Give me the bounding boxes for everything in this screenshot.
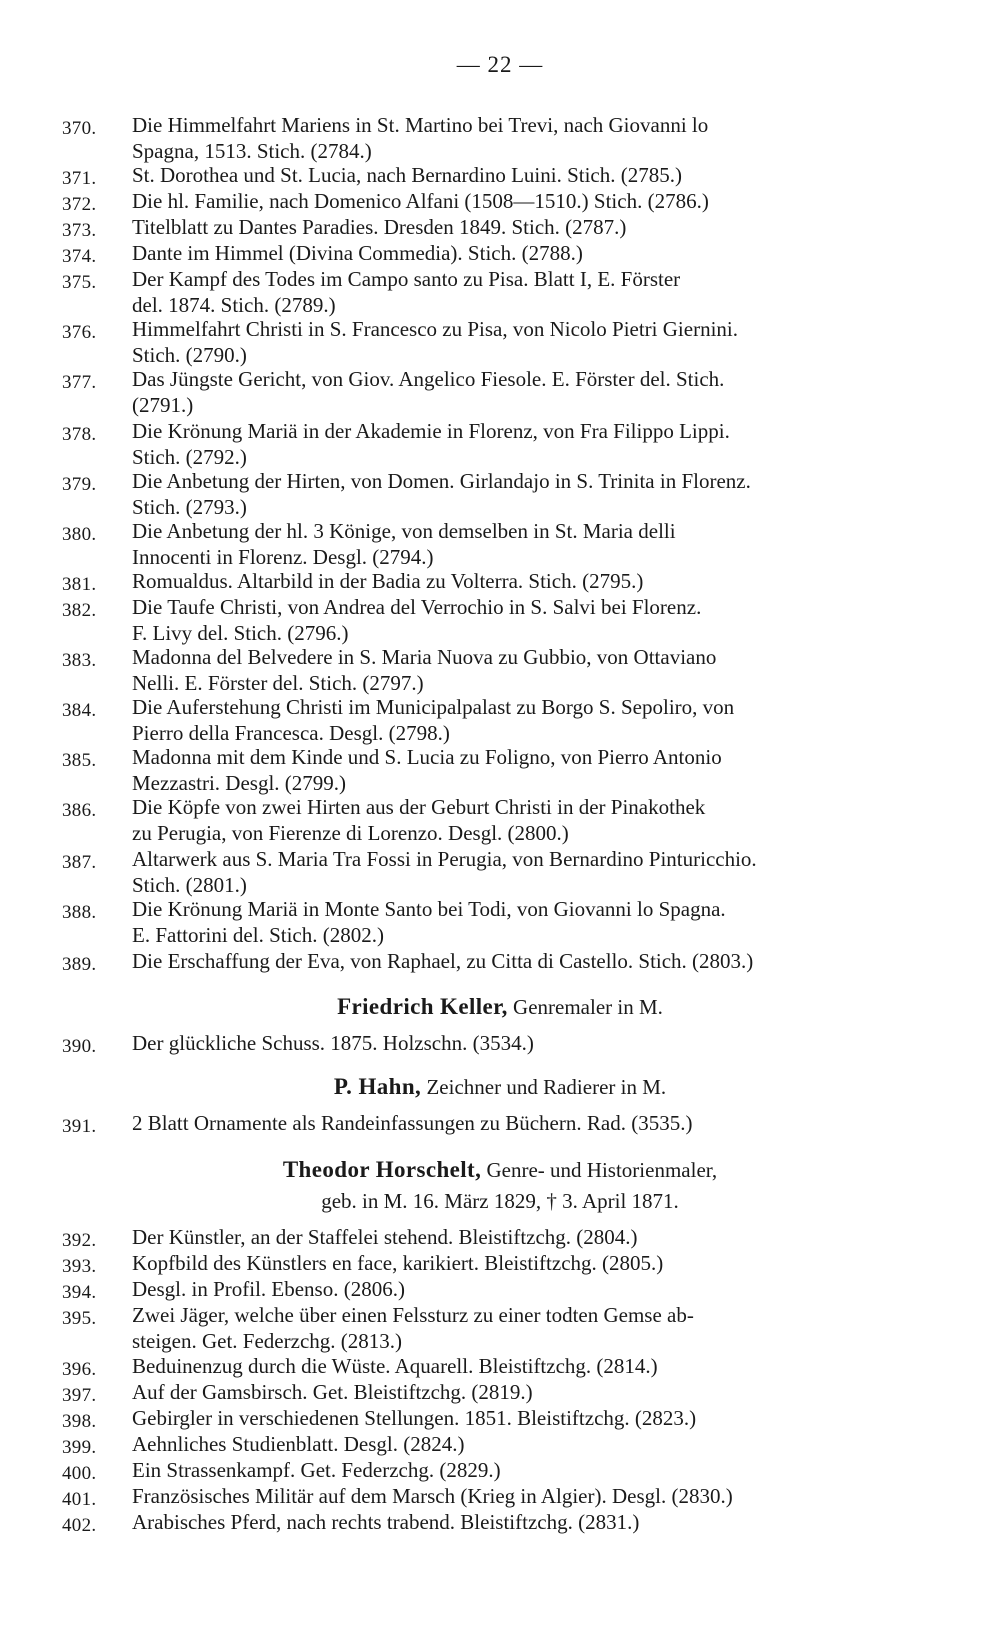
entry-number: 379. bbox=[62, 474, 97, 495]
entry-number: 372. bbox=[62, 194, 97, 215]
entry-number: 391. bbox=[62, 1116, 97, 1137]
entry-number: 402. bbox=[62, 1515, 97, 1536]
entry-number: 374. bbox=[62, 246, 97, 267]
artist-name: Friedrich Keller, bbox=[337, 994, 508, 1019]
entry-line: Die Himmelfahrt Mariens in St. Martino bei Trevi, nach Giovanni lo bbox=[132, 113, 709, 137]
entry-number: 387. bbox=[62, 852, 97, 873]
entry-number: 394. bbox=[62, 1282, 97, 1303]
entry-line-2: Stich. (2790.) bbox=[132, 343, 247, 367]
entry-line-2: Nelli. E. Förster del. Stich. (2797.) bbox=[132, 671, 424, 695]
entry-line: Zwei Jäger, welche über einen Felssturz zu einer todten Gemse ab- bbox=[132, 1303, 694, 1327]
entry-number: 375. bbox=[62, 272, 97, 293]
entry-number: 389. bbox=[62, 954, 97, 975]
entry-line-2: (2791.) bbox=[132, 393, 194, 417]
entry-number: 396. bbox=[62, 1359, 97, 1380]
entry-line-2: Spagna, 1513. Stich. (2784.) bbox=[132, 139, 372, 163]
entry-line-2: F. Livy del. Stich. (2796.) bbox=[132, 621, 349, 645]
entry-line: Die Krönung Mariä in der Akademie in Florenz, von Fra Filippo Lippi. bbox=[132, 419, 730, 443]
entry-line-2: del. 1874. Stich. (2789.) bbox=[132, 293, 336, 317]
entry-number: 393. bbox=[62, 1256, 97, 1277]
entry-line: 2 Blatt Ornamente als Randeinfassungen zu Büchern. Rad. (3535.) bbox=[132, 1111, 693, 1135]
entry-number: 390. bbox=[62, 1036, 97, 1057]
entry-line-2: Stich. (2801.) bbox=[132, 873, 247, 897]
entry-line-2: Stich. (2793.) bbox=[132, 495, 247, 519]
entry-line: Die Anbetung der Hirten, von Domen. Girlandajo in S. Trinita in Florenz. bbox=[132, 469, 751, 493]
entry-line: Die Krönung Mariä in Monte Santo bei Todi, von Giovanni lo Spagna. bbox=[132, 897, 726, 921]
entry-number: 381. bbox=[62, 574, 97, 595]
artist-description: Genre- und Historienmaler, bbox=[486, 1158, 718, 1182]
entry-line: Ein Strassenkampf. Get. Federzchg. (2829.) bbox=[132, 1458, 501, 1482]
entry-number: 384. bbox=[62, 700, 97, 721]
entry-number: 376. bbox=[62, 322, 97, 343]
artist-dates: geb. in M. 16. März 1829, † 3. April 1871. bbox=[321, 1189, 679, 1213]
entry-line: Die Köpfe von zwei Hirten aus der Geburt Christi in der Pinakothek bbox=[132, 795, 706, 819]
entry-line-2: E. Fattorini del. Stich. (2802.) bbox=[132, 923, 384, 947]
entry-line: Titelblatt zu Dantes Paradies. Dresden 1849. Stich. (2787.) bbox=[132, 215, 627, 239]
entry-number: 398. bbox=[62, 1411, 97, 1432]
entry-line: Himmelfahrt Christi in S. Francesco zu Pisa, von Nicolo Pietri Giernini. bbox=[132, 317, 738, 341]
entry-number: 378. bbox=[62, 424, 97, 445]
entry-number: 371. bbox=[62, 168, 97, 189]
entry-number: 385. bbox=[62, 750, 97, 771]
entry-line-2: Mezzastri. Desgl. (2799.) bbox=[132, 771, 347, 795]
artist-heading-hahn bbox=[0, 1073, 1000, 1101]
entry-line: Die Anbetung der hl. 3 Könige, von demselben in St. Maria delli bbox=[132, 519, 676, 543]
entry-line: Kopfbild des Künstlers en face, karikiert. Bleistiftzchg. (2805.) bbox=[132, 1251, 664, 1275]
entry-line: Altarwerk aus S. Maria Tra Fossi in Perugia, von Bernardino Pinturicchio. bbox=[132, 847, 757, 871]
entry-line: Der Kampf des Todes im Campo santo zu Pisa. Blatt I, E. Förster bbox=[132, 267, 681, 291]
entry-line: St. Dorothea und St. Lucia, nach Bernardino Luini. Stich. (2785.) bbox=[132, 163, 682, 187]
entry-number: 400. bbox=[62, 1463, 97, 1484]
entry-line: Madonna del Belvedere in S. Maria Nuova zu Gubbio, von Ottaviano bbox=[132, 645, 717, 669]
entry-number: 388. bbox=[62, 902, 97, 923]
entry-number: 380. bbox=[62, 524, 97, 545]
entry-number: 382. bbox=[62, 600, 97, 621]
entry-line: Romualdus. Altarbild in der Badia zu Volterra. Stich. (2795.) bbox=[132, 569, 644, 593]
artist-name: P. Hahn, bbox=[333, 1074, 422, 1099]
entry-number: 373. bbox=[62, 220, 97, 241]
entry-number: 392. bbox=[62, 1230, 97, 1251]
entry-line-2: zu Perugia, von Fierenze di Lorenzo. Desgl. (2800.) bbox=[132, 821, 569, 845]
entry-number: 383. bbox=[62, 650, 97, 671]
entry-line: Das Jüngste Gericht, von Giov. Angelico Fiesole. E. Förster del. Stich. bbox=[132, 367, 725, 391]
entry-number: 386. bbox=[62, 800, 97, 821]
entry-number: 370. bbox=[62, 118, 97, 139]
artist-description: Zeichner und Radierer in M. bbox=[426, 1075, 667, 1099]
entry-line: Desgl. in Profil. Ebenso. (2806.) bbox=[132, 1277, 405, 1301]
entry-line-2: Stich. (2792.) bbox=[132, 445, 247, 469]
page-number: — 22 — bbox=[456, 52, 544, 77]
entry-line: Die Auferstehung Christi im Municipalpalast zu Borgo S. Sepoliro, von bbox=[132, 695, 735, 719]
entry-line: Aehnliches Studienblatt. Desgl. (2824.) bbox=[132, 1432, 465, 1456]
artist-heading-horschelt bbox=[0, 1156, 1000, 1184]
entry-line-2: Innocenti in Florenz. Desgl. (2794.) bbox=[132, 545, 434, 569]
entry-line: Die hl. Familie, nach Domenico Alfani (1508—1510.) Stich. (2786.) bbox=[132, 189, 709, 213]
entry-line-2: Pierro della Francesca. Desgl. (2798.) bbox=[132, 721, 450, 745]
entry-line: Die Taufe Christi, von Andrea del Verrochio in S. Salvi bei Florenz. bbox=[132, 595, 702, 619]
entry-line: Die Erschaffung der Eva, von Raphael, zu Citta di Castello. Stich. (2803.) bbox=[132, 949, 754, 973]
entry-line: Auf der Gamsbirsch. Get. Bleistiftzchg. (2819.) bbox=[132, 1380, 533, 1404]
entry-number: 377. bbox=[62, 372, 97, 393]
entry-line: Französisches Militär auf dem Marsch (Krieg in Algier). Desgl. (2830.) bbox=[132, 1484, 733, 1508]
entry-line: Gebirgler in verschiedenen Stellungen. 1851. Bleistiftzchg. (2823.) bbox=[132, 1406, 697, 1430]
artist-heading-keller bbox=[0, 993, 1000, 1021]
entry-number: 399. bbox=[62, 1437, 97, 1458]
artist-name: Theodor Horschelt, bbox=[282, 1157, 482, 1182]
entry-line: Beduinenzug durch die Wüste. Aquarell. Bleistiftzchg. (2814.) bbox=[132, 1354, 658, 1378]
entry-number: 395. bbox=[62, 1308, 97, 1329]
entry-line: Arabisches Pferd, nach rechts trabend. Bleistiftzchg. (2831.) bbox=[132, 1510, 640, 1534]
entry-number: 397. bbox=[62, 1385, 97, 1406]
entry-line-2: steigen. Get. Federzchg. (2813.) bbox=[132, 1329, 402, 1353]
entry-line: Der Künstler, an der Staffelei stehend. Bleistiftzchg. (2804.) bbox=[132, 1225, 638, 1249]
entry-number: 401. bbox=[62, 1489, 97, 1510]
entry-line: Madonna mit dem Kinde und S. Lucia zu Foligno, von Pierro Antonio bbox=[132, 745, 722, 769]
artist-description: Genremaler in M. bbox=[513, 995, 663, 1019]
entry-line: Dante im Himmel (Divina Commedia). Stich. (2788.) bbox=[132, 241, 583, 265]
entry-line: Der glückliche Schuss. 1875. Holzschn. (3534.) bbox=[132, 1031, 534, 1055]
